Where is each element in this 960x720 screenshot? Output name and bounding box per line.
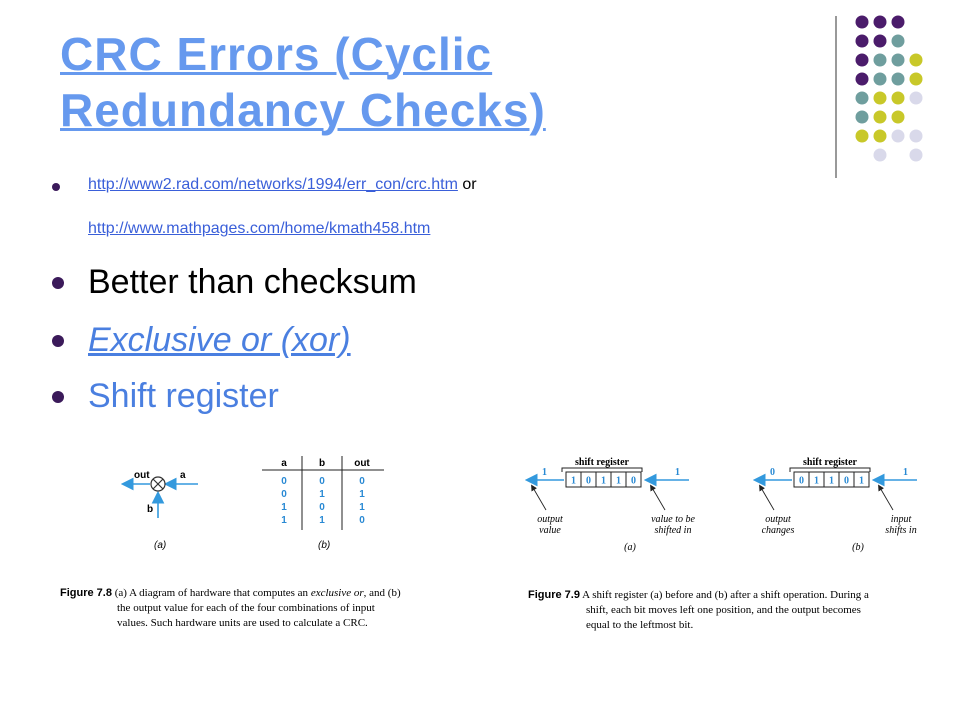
decorative-dot [856, 73, 869, 86]
annotation-right: input [890, 514, 912, 525]
link-exclusive-or[interactable]: Exclusive or (xor) [88, 321, 351, 359]
decorative-dot [892, 73, 905, 86]
annotation-left: output [537, 514, 563, 525]
decorative-dot-grid [820, 10, 960, 190]
table-cell: 1 [359, 502, 365, 513]
decorative-dot [874, 16, 887, 29]
register-bit: 0 [799, 475, 804, 487]
annotation-left: changes [761, 525, 795, 536]
register-bit: 1 [814, 475, 819, 487]
figure-7-9-shift-register [508, 450, 917, 560]
register-bit: 1 [571, 475, 576, 487]
decorative-dot [856, 54, 869, 67]
decorative-dot [874, 130, 887, 143]
title-line-2: Redundancy Checks) [60, 84, 546, 136]
annotation-right: shifts in [885, 525, 917, 536]
caption-label: Figure 7.8 [60, 587, 112, 599]
sublabel-a: (a) [154, 540, 167, 551]
decorative-dot [892, 54, 905, 67]
output-bit: 1 [542, 467, 547, 478]
caption-text-line1-end: , and (b) [363, 587, 401, 599]
figure-7-8-truth-table [258, 454, 388, 554]
sublabel: (a) [624, 542, 636, 553]
input-bit: 1 [675, 467, 680, 478]
table-cell: 0 [319, 502, 325, 513]
annotation-right: value to be [651, 514, 695, 525]
caption-text-line2: shift, each bit moves left one position, and the output becomes [586, 604, 861, 616]
register-bit: 0 [844, 475, 849, 487]
input-bit: 1 [903, 467, 908, 478]
table-header: out [354, 458, 370, 469]
decorative-dot [910, 73, 923, 86]
register-bit: 1 [616, 475, 621, 487]
table-cell: 0 [281, 476, 287, 487]
sublabel: (b) [852, 542, 864, 553]
caption-text-line1: A shift register (a) before and (b) after a shift operation. During a [582, 589, 869, 601]
decorative-dot [892, 35, 905, 48]
label-b: b [147, 504, 154, 515]
decorative-dot [910, 149, 923, 162]
register-bit: 0 [631, 475, 636, 487]
table-cell: 0 [359, 515, 365, 526]
decorative-dot [856, 16, 869, 29]
decorative-dot [874, 92, 887, 105]
decorative-dot [856, 92, 869, 105]
decorative-dot [856, 111, 869, 124]
register-bit: 1 [829, 475, 834, 487]
table-cell: 1 [319, 489, 325, 500]
decorative-dot [892, 130, 905, 143]
decorative-dot [892, 16, 905, 29]
bullet-better-than-checksum: Better than checksum [88, 263, 417, 301]
decorative-dot [856, 35, 869, 48]
table-header: a [281, 458, 287, 469]
figure-7-8-xor-diagram [110, 456, 230, 556]
table-cell: 1 [281, 502, 287, 513]
decorative-dot [874, 149, 887, 162]
table-cell: 1 [319, 515, 325, 526]
table-cell: 1 [281, 515, 287, 526]
table-cell: 1 [359, 489, 365, 500]
caption-text-line3: equal to the leftmost bit. [586, 619, 694, 631]
table-cell: 0 [319, 476, 325, 487]
sublabel-b: (b) [318, 540, 331, 551]
reference-links [88, 176, 477, 194]
annotation-right: shifted in [654, 525, 692, 536]
caption-text-line2: the output value for each of the four combinations of input [117, 602, 375, 614]
bullet-dot [52, 391, 64, 403]
bullet-dot [52, 277, 64, 289]
link-separator: or [457, 176, 477, 193]
bullet-shift-register: Shift register [88, 377, 279, 415]
caption-label: Figure 7.9 [528, 589, 580, 601]
table-cell: 0 [281, 489, 287, 500]
table-header: b [318, 458, 326, 469]
label-out: out [134, 470, 150, 481]
caption-text-line3: values. Such hardware units are used to calculate a CRC. [117, 617, 368, 629]
output-bit: 0 [770, 467, 775, 478]
decorative-dot [874, 111, 887, 124]
slide-title[interactable] [60, 26, 800, 138]
bullet-dot [52, 335, 64, 347]
decorative-dot [874, 35, 887, 48]
decorative-dot [856, 130, 869, 143]
caption-emphasis: exclusive or [310, 587, 364, 599]
register-bit: 1 [601, 475, 606, 487]
link-mathpages-crc[interactable]: http://www.mathpages.com/home/kmath458.htm [88, 220, 431, 237]
reference-links-2 [88, 220, 430, 238]
shift-register-title: shift register [803, 457, 857, 468]
title-line-1: CRC Errors (Cyclic [60, 28, 493, 80]
table-cell: 0 [359, 476, 365, 487]
decorative-dot [910, 92, 923, 105]
annotation-left: value [539, 525, 561, 536]
annotation-left: output [765, 514, 791, 525]
shift-register-title: shift register [575, 457, 629, 468]
decorative-dot [910, 130, 923, 143]
decorative-dot [910, 54, 923, 67]
figure-7-9-caption [528, 588, 898, 633]
label-a: a [180, 470, 186, 481]
decorative-dot [874, 73, 887, 86]
register-bit: 0 [586, 475, 591, 487]
bullet-dot [52, 183, 60, 191]
bullet-exclusive-or[interactable] [88, 320, 351, 360]
link-rad-crc[interactable]: http://www2.rad.com/networks/1994/err_con/crc.htm [88, 176, 458, 193]
decorative-dot [892, 92, 905, 105]
figure-7-8-caption [60, 586, 430, 631]
register-bit: 1 [859, 475, 864, 487]
caption-text-line1: (a) A diagram of hardware that computes an [114, 587, 309, 599]
decorative-dot [892, 111, 905, 124]
decorative-dot [874, 54, 887, 67]
